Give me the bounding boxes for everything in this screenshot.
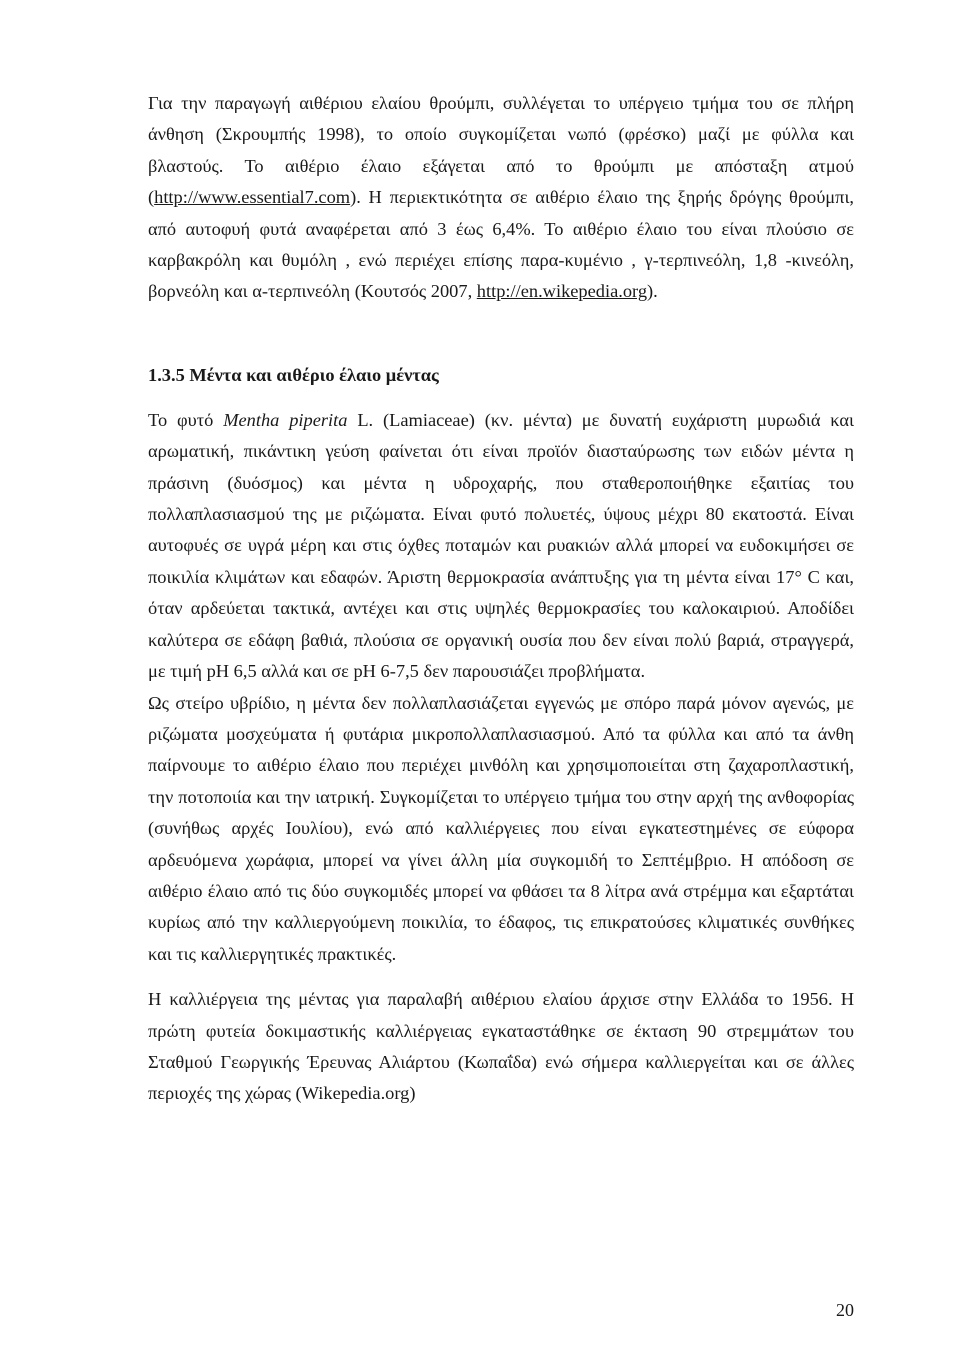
paragraph-mint-history: Η καλλιέργεια της μέντας για παραλαβή αιθέριου ελαίου άρχισε στην Ελλάδα το 1956. Η πρώτη φυτεία δοκιμαστικής καλλιέργειας εγκαταστάθηκε σε έκταση 90 στρεμμάτων του Σταθμού Γεωργικής Έρευνας Αλιάρτου (Κωπαΐδα) ενώ σήμερα καλλιεργείται και σε άλλες περιοχές της χώρας (Wikepedia.org)	[148, 989, 854, 1104]
paragraph-thyme-oil	[148, 88, 854, 308]
link-essential7[interactable]: http://www.essential7.com	[154, 187, 351, 208]
text-run: ).	[647, 281, 658, 302]
page-number: 20	[836, 1300, 854, 1320]
paragraph-mint-plant	[148, 405, 854, 688]
section-heading: 1.3.5 Μέντα και αιθέριο έλαιο μέντας	[148, 364, 439, 385]
document-body	[148, 88, 854, 1110]
text-run: Το φυτό	[148, 409, 224, 430]
text-run: L. (Lamiaceae) (κν. μέντα) με δυνατή ευχάριστη μυρωδιά και αρωματική, πικάντικη γεύση φαίνεται ότι είναι προϊόν διασταύρωσης των ειδών μέντα η πράσινη (δυόσμος) και μέντα η υδροχαρής, που σταθεροποιήθηκε εξαιτίας του πολλαπλασιασμού της με ριζώματα. Είναι φυτό πολυετές, ύψους μέχρι 80 εκατοστά. Είναι αυτοφυές σε υγρά μέρη και στις όχθες ποταμών και ρυακιών αλλά μπορεί να ευδοκιμήσει σε ποικιλία κλιμάτων και εδαφών. Άριστη θερμοκρασία ανάπτυξης για τη μέντα είναι 17° C και, όταν αρδεύεται τακτικά, αντέχει και στις υψηλές θερμοκρασίες του καλοκαιριού. Αποδίδει καλύτερα σε εδάφη βαθιά, πλούσια σε οργανική ουσία που δεν είναι πολύ βαριά, στραγγερά, με τιμή pH 6,5 αλλά και σε pH 6-7,5 δεν παρουσιάζει προβλήματα.	[148, 409, 855, 682]
link-wikepedia[interactable]: http://en.wikepedia.org	[476, 281, 648, 302]
text-run: Για την παραγωγή αιθέριου ελαίου θρούμπι, συλλέγεται το υπέργειο τμήμα του σε πλήρη άνθηση (Σκρουμπής 1998), το οποίο συγκομίζεται νωπό (φρέσκο) μαζί με φύλλα και βλαστούς. Το αιθέριο έλαιο εξάγεται από το θρούμπι με απόσταξη ατμού (	[148, 93, 854, 208]
paragraph-mint-cultivation: Ως στείρο υβρίδιο, η μέντα δεν πολλαπλασιάζεται εγγενώς με σπόρο παρά μόνον αγενώς, με ριζώματα μοσχεύματα ή φυτάρια μικροπολλαπλασιασμού. Από τα φύλλα και από τα άνθη παίρνουμε το αιθέριο έλαιο που περιέχει μινθόλη και χρησιμοποιείται στη ζαχαροπλαστική, την ποτοποιία και την ιατρική. Συγκομίζεται το υπέργειο τμήμα του στην αρχή της ανθοφορίας (συνήθως αρχές Ιουλίου), ενώ από καλλιέργειες που είναι εγκατεστημένες σε εύφορα αρδευόμενα χωράφια, μπορεί να γίνει άλλη μία συγκομιδή το Σεπτέμβριο. Η απόδοση σε αιθέριο έλαιο από τις δύο συγκομιδές μπορεί να φθάσει τα 8 λίτρα ανά στρέμμα και εξαρτάται κυρίως από την καλλιεργούμενη ποικιλία, το έδαφος, τις επικρατούσες κλιματικές συνθήκες και τις καλλιεργητικές πρακτικές.	[148, 692, 854, 964]
species-name: Mentha piperita	[223, 409, 348, 430]
text-run: ). Η περιεκτικότητα σε αιθέριο έλαιο της ξηρής δρόγης θρούμπι, από αυτοφυή φυτά αναφέρεται από 3 έως 6,4%. Το αιθέριο έλαιο του είναι πλούσιο σε καρβακρόλη και θυμόλη , ενώ περιέχει επίσης παρα-κυμένιο , γ-τερπινεόλη, 1,8 -κινεόλη, βορνεόλη και α-τερπινεόλη (Κουτσός 2007,	[148, 187, 854, 302]
paragraph-gap	[148, 970, 854, 984]
